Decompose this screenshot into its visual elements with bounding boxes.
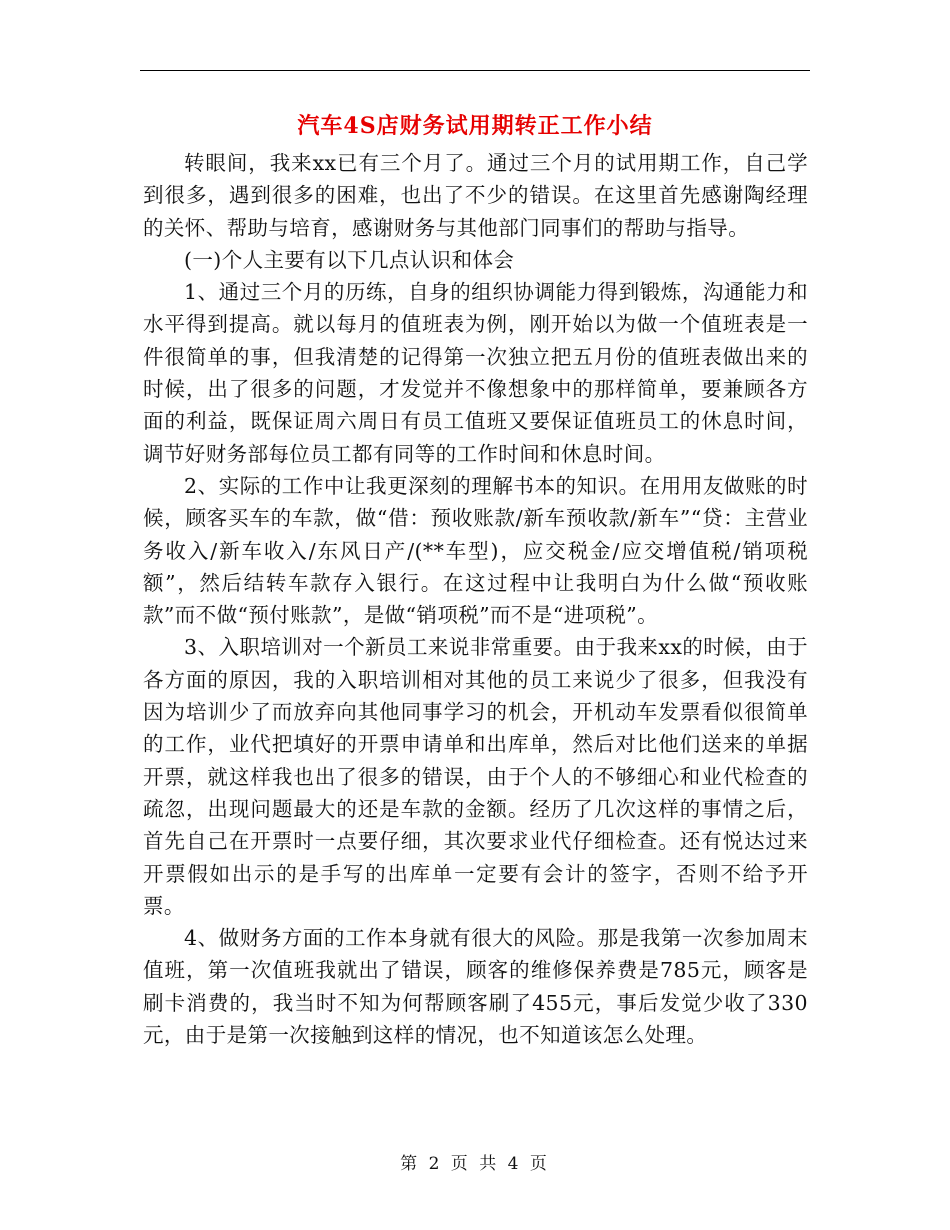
paragraph-point-1: 1、通过三个月的历练，自身的组织协调能力得到锻炼，沟通能力和水平得到提高。就以每月的值班表为例，刚开始以为做一个值班表是一件很简单的事，但我清楚的记得第一次独立把五月份的值班表做出来的时候，出了很多的问题，才发觉并不像想象中的那样简单，要兼顾各方面的利益，既保证周六周日有员工值班又要保证值班员工的休息时间，调节好财务部每位员工都有同等的工作时间和休息时间。 [143, 280, 808, 466]
paragraph-intro: 转眼间，我来xx已有三个月了。通过三个月的试用期工作，自己学到很多，遇到很多的困难，也出了不少的错误。在这里首先感谢陶经理的关怀、帮助与培育，感谢财务与其他部门同事们的帮助与指导。 [143, 151, 808, 240]
paragraph-section-heading: (一)个人主要有以下几点认识和体会 [184, 247, 515, 272]
paragraph-point-4: 4、做财务方面的工作本身就有很大的风险。那是我第一次参加周末值班，第一次值班我就出了错误，顾客的维修保养费是785元，顾客是刷卡消费的，我当时不知为何帮顾客刷了455元，事后发觉少收了330元，由于是第一次接触到这样的情况，也不知道该怎么处理。 [143, 926, 808, 1048]
document-title: 汽车4S店财务试用期转正工作小结 [297, 113, 653, 139]
paragraph-point-3: 3、入职培训对一个新员工来说非常重要。由于我来xx的时候，由于各方面的原因，我的入职培训相对其他的员工来说少了很多，但我没有因为培训少了而放弃向其他同事学习的机会，开机动车发票看似很简单的工作，业代把填好的开票申请单和出库单，然后对比他们送来的单据开票，就这样我也出了很多的错误，由于个人的不够细心和业代检查的疏忽，出现问题最大的还是车款的金额。经历了几次这样的事情之后，首先自己在开票时一点要仔细，其次要求业代仔细检查。还有悦达过来开票假如出示的是手写的出库单一定要有会计的签字，否则不给予开票。 [143, 635, 808, 918]
paragraph-point-2: 2、实际的工作中让我更深刻的理解书本的知识。在用用友做账的时候，顾客买车的车款，做“借：预收账款/新车预收款/新车”“贷：主营业务收入/新车收入/东风日产/(**车型)，应交税金/应交增值税/销项税额”，然后结转车款存入银行。在这过程中让我明白为什么做“预收账款”而不做“预付账款”，是做“销项税”而不是“进项税”。 [143, 473, 808, 628]
document-body [143, 147, 808, 1051]
header-rule [140, 70, 810, 71]
page-number: 第 2 页 共 4 页 [400, 1154, 550, 1174]
